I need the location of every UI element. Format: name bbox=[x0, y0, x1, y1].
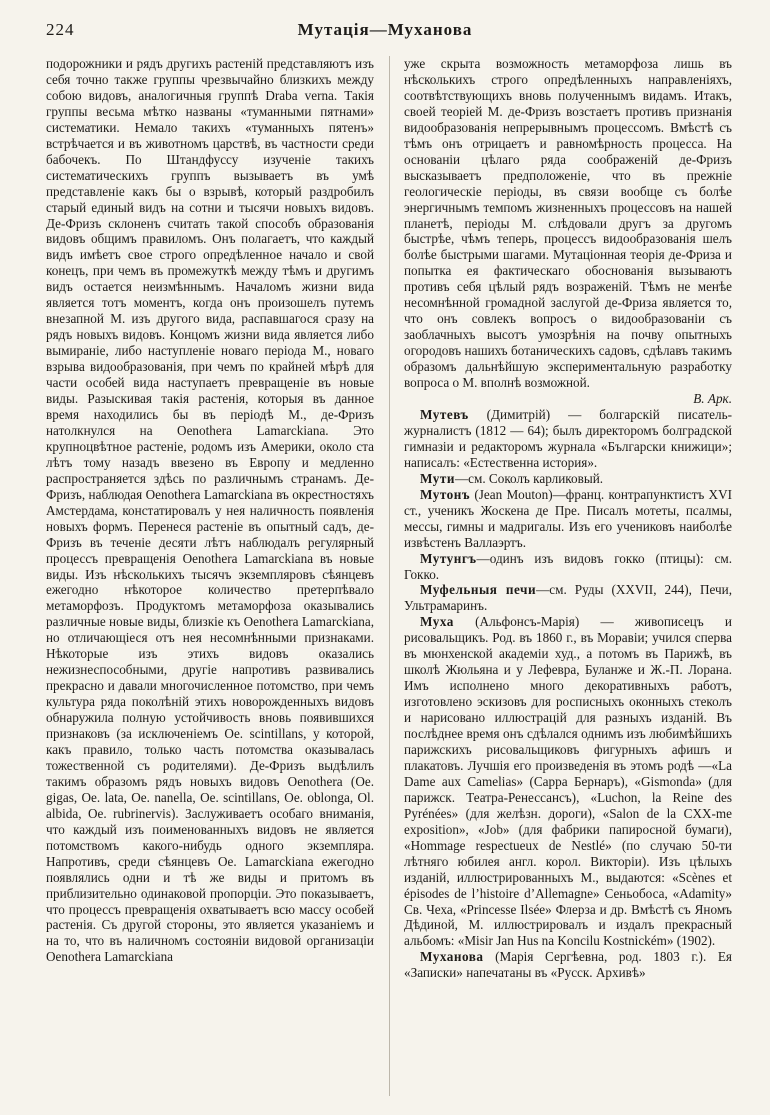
mutation-article-continuation: подорожники и рядъ другихъ растеній представляютъ изъ себя точно также группы чрезвычайно близкихъ между собою видовъ, аналогичныя группѣ Draba verna. Такія группы весьма мѣтко названы «туманными пятнами» систематики. Немало такихъ «туманныхъ пятенъ» встрѣчается и въ животномъ царствѣ, въ частности среди бабочекъ. По Штандфуссу изученіе такихъ систематическихъ группъ вызываетъ въ умѣ представленіе какъ бы о взрывѣ, который раздробилъ старый единый видъ на сотни и тысячи новыхъ видовъ. Де-Фризъ склоненъ считать такой способъ образованія видовъ общимъ правиломъ. Онъ полагаетъ, что каждый видъ имѣетъ свое строго опредѣленное начало и свой конецъ, при чемъ въ промежуткѣ между тѣмъ и другимъ видъ остается неизмѣннымъ. Началомъ жизни вида является тотъ моментъ, когда онъ произошелъ путемъ внезапной М. изъ другого вида, распавшагося сразу на рядъ новыхъ видовъ. Концомъ жизни вида является либо вымираніе, либо наступленіе новаго періода М., новаго взрыва видообразованія, при чемъ по крайней мѣрѣ для части особей вида наступаетъ превращеніе въ новые виды. Разыскивая такія растенія, которыя въ данное время находились бы въ періодѣ М., де-Фризъ натолкнулся на Oenothera Lamarckiana. Это крупноцвѣтное растеніе, родомъ изъ Америки, около ста лѣтъ тому назадъ ввезено въ Европу и медленно распространяется здѣсь по различнымъ странамъ. Де-Фризъ, наблюдая Oenothera Lamarckiana въ окрестностяхъ Амстердама, констатировалъ у нея наличность появленія новыхъ формъ. Перенеся растеніе въ опытный садъ, де-Фризъ въ теченіе десяти лѣтъ наблюдалъ регулярный процессъ превращенія Oenothera Lamarckiana въ новые виды. Изъ нѣсколькихъ тысячъ экземпляровъ сѣянцевъ ежегодно нѣкоторое количество претерпѣвало метаморфозъ. Продуктомъ метаморфоза оказывались различные новые виды, близкіе къ Oenothera Lamarckiana, но отличающіеся отъ нея несомнѣнными признаками. Нѣкоторые изъ этихъ видовъ оказались нежизнеспособными, другіе напротивъ развивались прекрасно и давали многочисленное потомство, при чемъ культура ряда поколѣній этихъ новорожденныхъ видовъ обнаружила полную устойчивость вновь появившихся признаковъ (за исключеніемъ Oe. scintillans, у которой, какъ правило, только часть потомства оказывалась тожественной съ родителями). Де-Фризъ выдѣлилъ такимъ образомъ рядъ новыхъ видовъ Oenothera (Oe. gigas, Oe. lata, Oe. nanella, Oe. scintillans, Oe. oblonga, Ol. albida, Oe. rubrinervis). Заслуживаетъ особаго вниманія, что каждый изъ поименованныхъ видовъ не является потомствомъ какого-нибудь одного экземпляра. Напротивъ, среди сѣянцевъ Oe. Lamarckiana ежегодно появлялись одни и тѣ же виды и притомъ въ приблизительно одинаковой пропорціи. Это показываетъ, что процессъ превращенія охватываетъ всю массу особей растенія. Съ другой стороны, это является указаніемъ и на то, что въ наличномъ состояніи видовой организаціи Oenothera Lamarckiana bbox=[46, 56, 374, 965]
headword: Муханова bbox=[420, 949, 484, 965]
headword: Мутевъ bbox=[420, 406, 469, 422]
entry-text: (Димитрій) — болгарскій писатель-журналистъ (1812 — 64); былъ директоромъ болградской гимназіи и редакторомъ журнала «Български книжици»; написалъ: «Естественна история». bbox=[404, 406, 732, 470]
entry-muti bbox=[404, 471, 732, 487]
entry-text: —см. Руды (XXVII, 244), Печи, Ультрамаринъ. bbox=[404, 582, 732, 614]
entry-text: (Альфонсъ-Марія) — живописецъ и рисовальщикъ. Род. въ 1860 г., въ Моравіи; учился сперва въ мюнхенской академіи худ., а потомъ въ Парижѣ, въ школѣ Жюльяна и у Лефевра, Буланже и Ж.-П. Лорана. Имъ исполнено много декоративныхъ работъ, изготовлено эскизовъ для росписныхъ оконныхъ стеколъ и нарисовано иллюстрацій для разныхъ изданій. Въ послѣднее время онъ сдѣлался однимъ изъ любимѣйшихъ парижскихъ рисовальщиковъ фигурныхъ афишъ и плакатовъ. Лучшія его произведенія въ этомъ родѣ —«La Dame aux Camelias» (Сарра Бернаръ), «Gismonda» (для парижск. Театра-Ренессансъ), «Luchon, la Reine des Pyrénées» (для желѣзн. дороги), «Salon de la CXX-me exposition», «Job» (для фабрики папиросной бумаги), «Hommage respectueux de Nestlé» (по случаю 50-ти лѣтняго юбилея англ. корол. Викторіи). Изъ цѣлыхъ изданій, иллюстрированныхъ М., выдаются: «Scènes et épisodes de l’histoire d’Allemagne» Сеньобоса, «Adamity» Св. Чеха, «Princesse Ilsée» Флерза и др. Вмѣстѣ съ Яномъ Дѣдиной, М. иллюстрировалъ и издалъ прекрасный альбомъ: «Misir Jan Hus na Koncilu Kostnickém» (1902). bbox=[404, 614, 732, 949]
entry-text: —см. Соколъ карликовый. bbox=[454, 470, 604, 486]
headword: Муфельныя печи bbox=[420, 582, 537, 598]
entry-mukhanova bbox=[404, 949, 732, 981]
entry-text: (Jean Mouton)—франц. контрапунктистъ XVI ст., ученикъ Жоскена де Пре. Писалъ мотеты, псалмы, мессы, гимны и мадригалы. Изъ его учениковъ наиболѣе извѣстенъ Валлаэртъ. bbox=[404, 486, 732, 550]
entry-text: —одинъ изъ видовъ гокко (птицы): см. Гокко. bbox=[404, 550, 732, 582]
entry-mutev bbox=[404, 407, 732, 471]
headword: Мутунгъ bbox=[420, 550, 477, 566]
entry-muffle-furnaces bbox=[404, 582, 732, 614]
page-header bbox=[46, 18, 724, 44]
headword: Мути bbox=[420, 470, 455, 486]
running-head: Мутація—Муханова bbox=[297, 20, 473, 39]
entry-mucha bbox=[404, 614, 732, 949]
headword: Мутонъ bbox=[420, 486, 471, 502]
author-signature: В. Арк. bbox=[693, 391, 732, 407]
left-column bbox=[46, 56, 374, 1096]
mutation-article-ending: уже скрыта возможность метаморфоза лишь въ нѣсколькихъ строго опредѣленныхъ направленіяхъ, соотвѣтствующихъ вновь полученнымъ видамъ. Итакъ, своей теоріей М. де-Фризъ возстаетъ противъ признанія видообразованія непрерывнымъ процессомъ. Вмѣстѣ съ тѣмъ онъ отрицаетъ и равномѣрность процесса. На основаніи цѣлаго ряда соображеній де-Фризъ высказываетъ предположеніе, что въ прежніе геологическіе періоды, въ связи вообще съ болѣе энергичнымъ темпомъ жизненныхъ процессовъ на нашей планетѣ, періоды М. слѣдовали другъ за другомъ быстрѣе, чѣмъ теперь, процессъ видообразованія шелъ болѣе быстрыми шагами. Мутаціонная теорія де-Фриза и попытка ея фактическаго обоснованія вызываютъ противъ себя цѣлый рядъ возраженій. Тѣмъ не менѣе несомнѣнной громадной заслугой де-Фриза является то, что онъ совлекъ вопросъ о видообразованіи съ заоблачныхъ высотъ умозрѣнія на почву опытныхъ огородовъ нашихъ ботаническихъ садовъ, сдѣлавъ такимъ образомъ дальнѣйшую экспериментальную разработку вопроса о М. вполнѣ возможной. bbox=[404, 56, 732, 391]
headword: Муха bbox=[420, 614, 454, 630]
entry-text: (Марія Сергѣевна, род. 1803 г.). Ея «Записки» напечатаны въ «Русск. Архивѣ» bbox=[404, 949, 732, 981]
column-divider bbox=[389, 56, 390, 1096]
right-column bbox=[404, 56, 732, 1096]
page-number: 224 bbox=[46, 20, 75, 39]
entry-mouton bbox=[404, 487, 732, 551]
entry-mutung bbox=[404, 551, 732, 583]
